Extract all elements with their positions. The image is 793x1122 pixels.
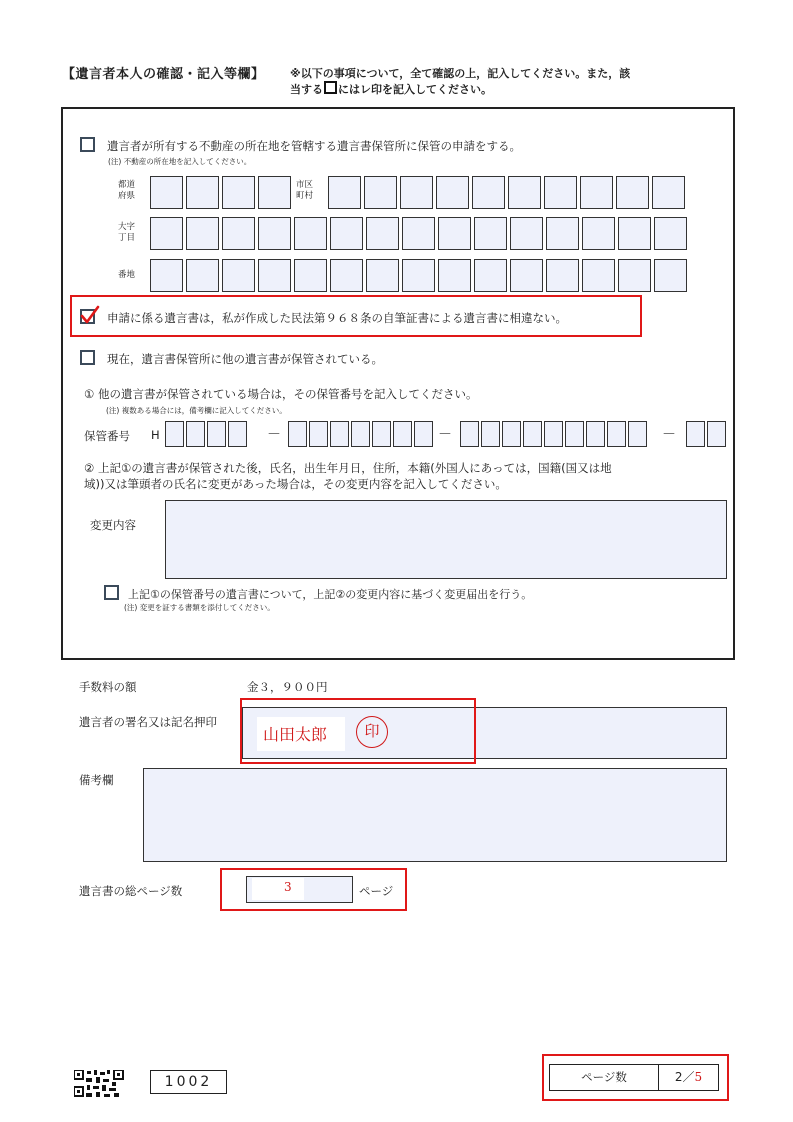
property-location-label: 遺言者が所有する不動産の所在地を管轄する遺言書保管所に保管の申請をする。 bbox=[107, 139, 521, 153]
oaza-label: 大字 丁目 bbox=[118, 222, 136, 243]
total-pages-label: 遺言書の総ページ数 bbox=[79, 884, 183, 898]
other-will-checkbox[interactable] bbox=[80, 350, 95, 365]
remarks-input[interactable] bbox=[143, 768, 727, 862]
checkbox-symbol-icon bbox=[324, 81, 337, 94]
total-pages-value-area bbox=[252, 878, 304, 900]
hokan-dash-3: － bbox=[662, 427, 676, 443]
change-notice-checkbox[interactable] bbox=[104, 585, 119, 600]
henko-input[interactable] bbox=[165, 500, 727, 579]
hokan-dash-2: － bbox=[438, 427, 452, 443]
item1-text: ① 他の遺言書が保管されている場合は，その保管番号を記入してください。 bbox=[84, 387, 478, 401]
other-will-label: 現在，遺言書保管所に他の遺言書が保管されている。 bbox=[107, 352, 383, 366]
hokan-prefix: H bbox=[151, 428, 160, 442]
change-notice-label: 上記①の保管番号の遺言書について，上記②の変更内容に基づく変更届出を行う。 bbox=[128, 588, 533, 601]
prefecture-input[interactable] bbox=[150, 176, 291, 209]
signature-label: 遺言者の署名又は記名押印 bbox=[79, 715, 217, 729]
total-pages-unit: ページ bbox=[359, 884, 394, 898]
declaration-checkbox[interactable] bbox=[80, 309, 95, 324]
check-mark-icon bbox=[80, 305, 100, 325]
item2-text-line1: ② 上記①の遺言書が保管された後，氏名，出生年月日，住所，本籍(外国人にあっては，国籍(国又は地 bbox=[84, 461, 612, 475]
city-label: 市区 町村 bbox=[296, 180, 314, 201]
change-notice-note: (注) 変更を証する書類を添付してください。 bbox=[124, 603, 275, 612]
hokan-number-part3[interactable] bbox=[460, 421, 647, 447]
city-input[interactable] bbox=[328, 176, 685, 209]
page-count-value: 2／5 bbox=[674, 1070, 703, 1084]
henko-label: 変更内容 bbox=[90, 518, 136, 532]
seal-stamp: 印 bbox=[356, 716, 388, 748]
signature-name: 山田太郎 bbox=[263, 725, 328, 744]
page-count-label: ページ数 bbox=[550, 1065, 659, 1090]
hokan-number-part4[interactable] bbox=[686, 421, 726, 447]
declaration-label: 申請に係る遺言書は，私が作成した民法第９６８条の自筆証書による遺言書に相違ない。 bbox=[107, 311, 567, 325]
banchi-label: 番地 bbox=[118, 270, 136, 280]
section-title: 【遺言者本人の確認・記入等欄】 bbox=[62, 67, 265, 82]
remarks-label: 備考欄 bbox=[79, 773, 114, 787]
item2-text-line2: 域))又は筆頭者の氏名に変更があった場合は，その変更内容を記入してください。 bbox=[84, 477, 507, 491]
hokan-number-part2[interactable] bbox=[288, 421, 433, 447]
fee-value: 金３，９００円 bbox=[247, 680, 328, 694]
hokan-label: 保管番号 bbox=[84, 429, 130, 443]
property-location-checkbox[interactable] bbox=[80, 137, 95, 152]
item1-note: (注) 複数ある場合には，備考欄に記入してください。 bbox=[106, 406, 287, 415]
instruction-note: ※以下の事項について，全て確認の上，記入してください。また，該 当する にはレ印を記入してください。 bbox=[290, 67, 631, 96]
property-location-note: (注) 不動産の所在地を記入してください。 bbox=[108, 157, 252, 166]
oaza-input[interactable] bbox=[150, 217, 687, 250]
fee-label: 手数料の額 bbox=[79, 680, 137, 694]
qr-code-icon bbox=[74, 1070, 124, 1098]
banchi-input[interactable] bbox=[150, 259, 687, 292]
prefecture-label: 都道 府県 bbox=[118, 180, 136, 201]
total-pages-value: 3 bbox=[284, 880, 292, 894]
form-code: 1002 bbox=[150, 1070, 227, 1094]
hokan-number-part1[interactable] bbox=[165, 421, 247, 447]
hokan-dash-1: － bbox=[267, 427, 281, 443]
page-count-box bbox=[549, 1064, 719, 1091]
